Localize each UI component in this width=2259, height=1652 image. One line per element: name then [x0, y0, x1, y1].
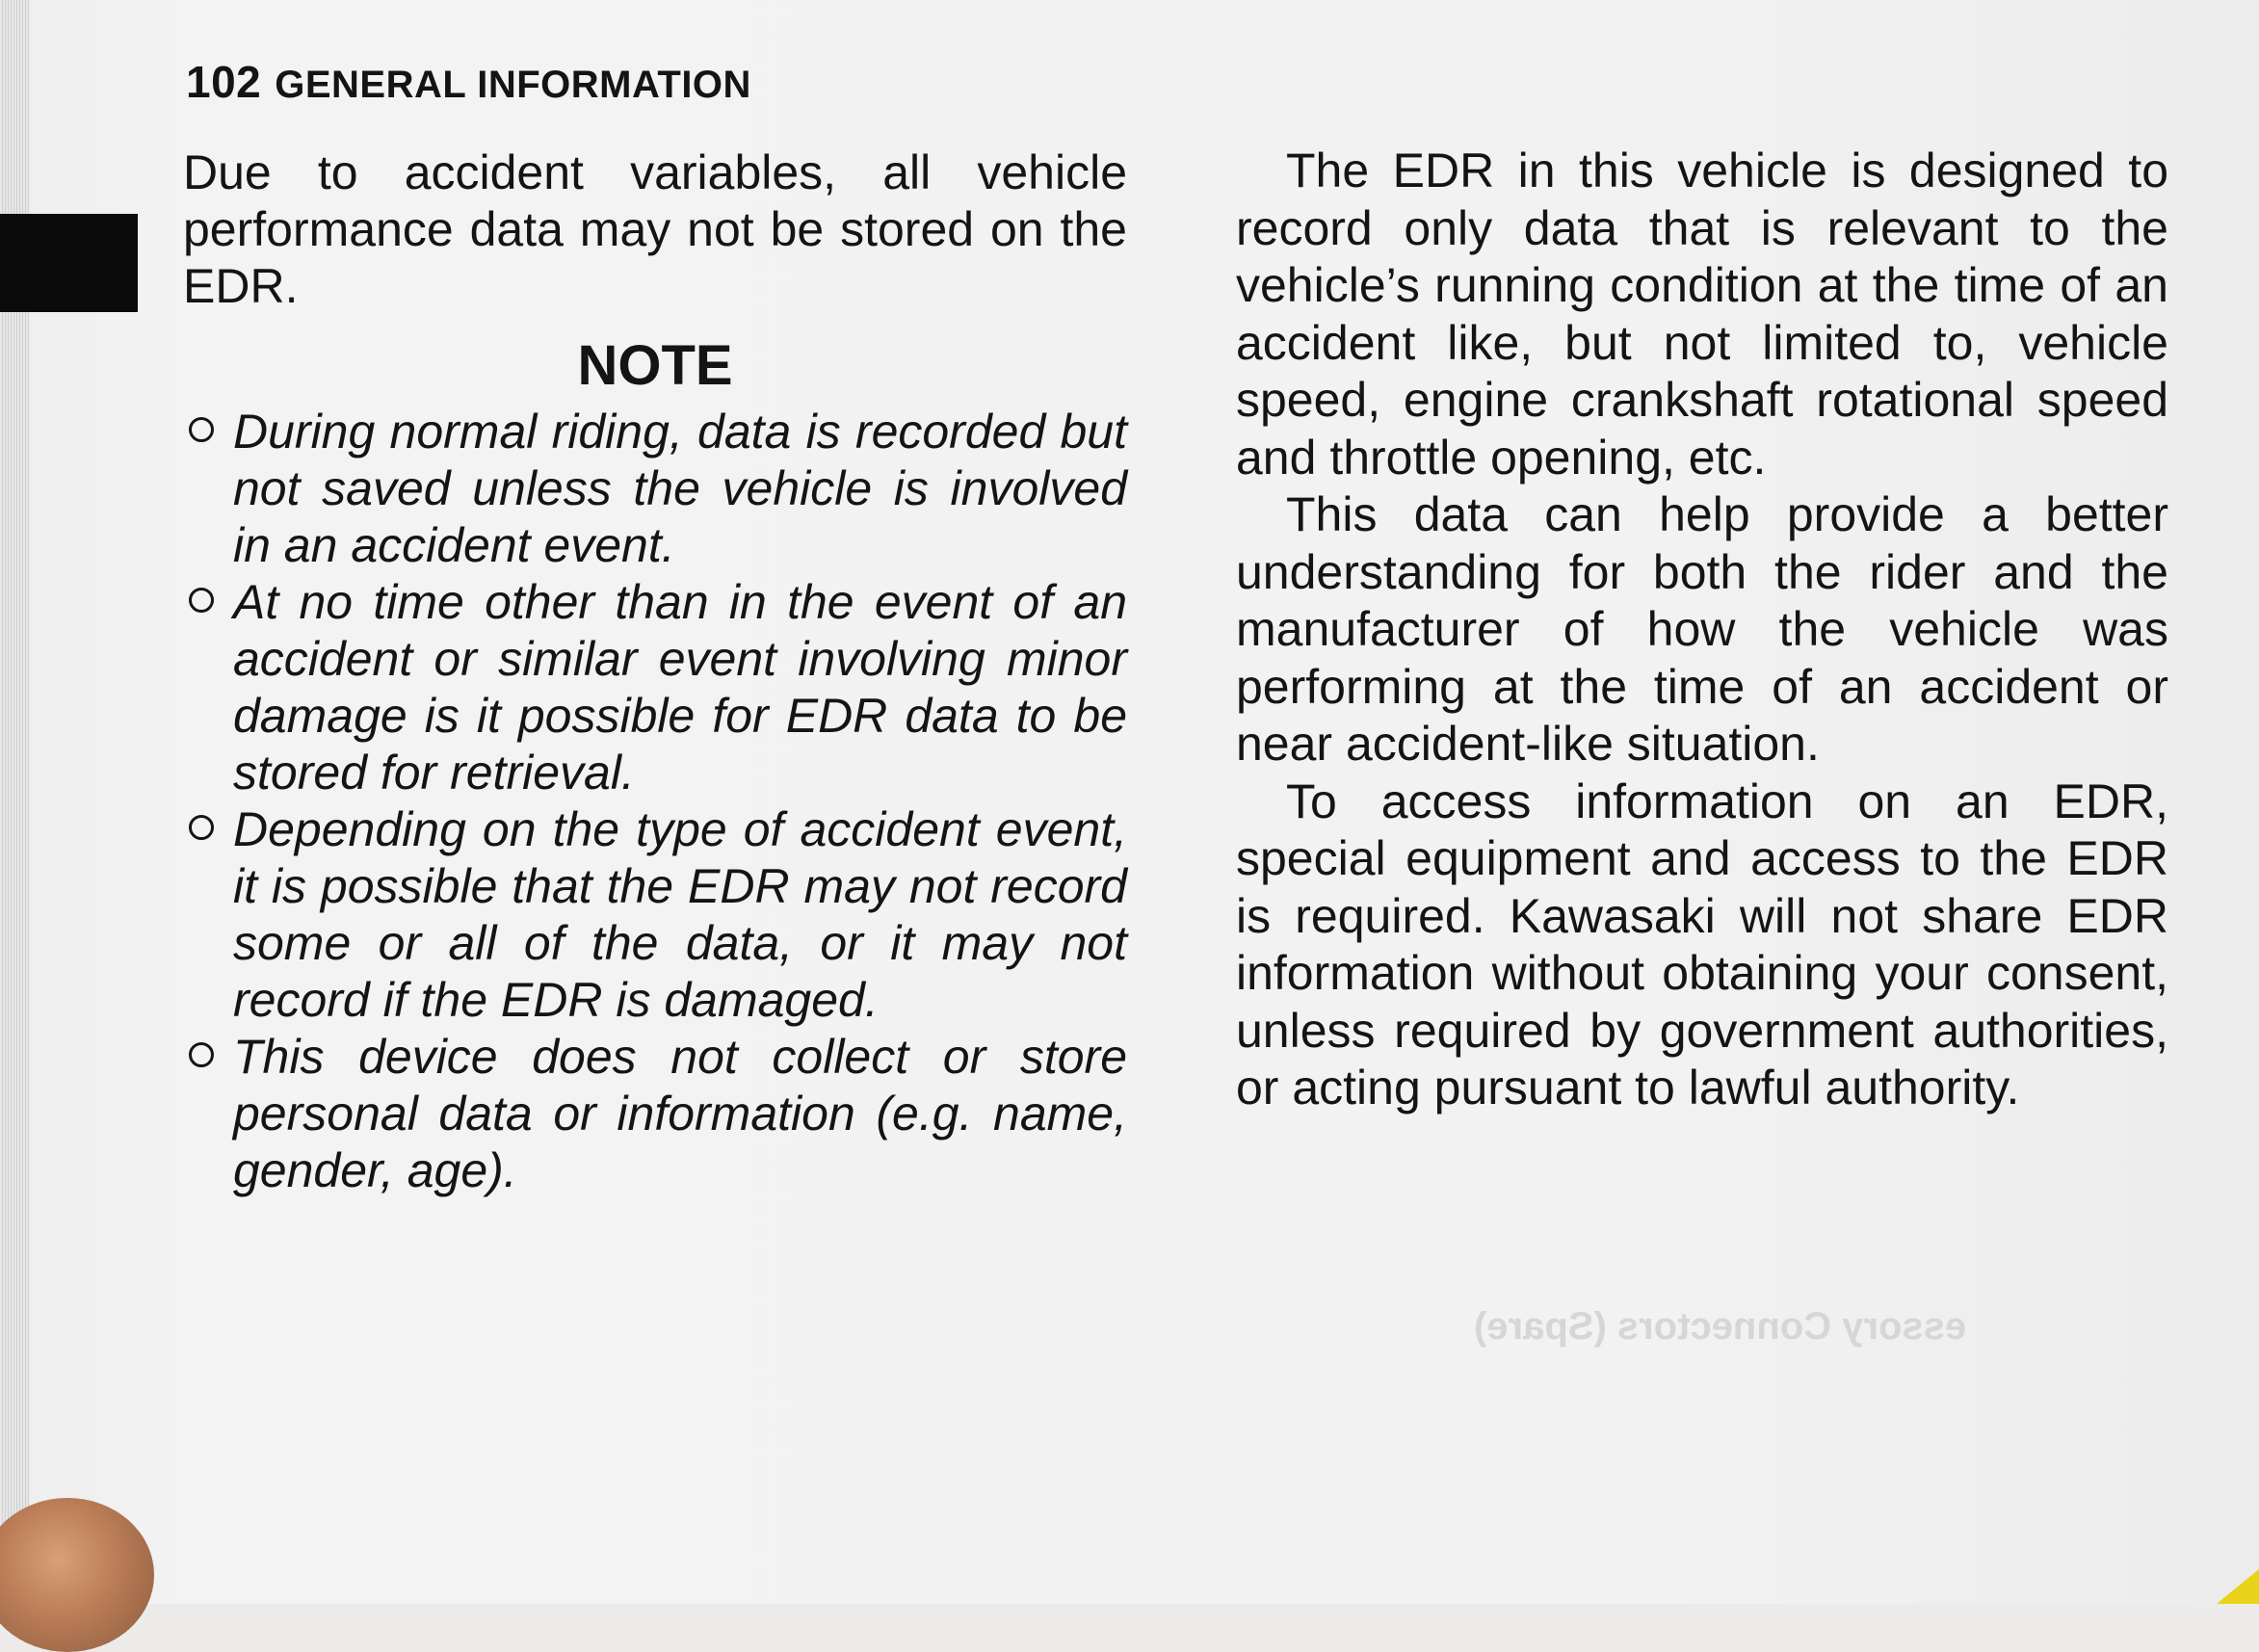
bullet-circle-icon [189, 815, 214, 840]
note-item [183, 574, 1127, 801]
section-title: GENERAL INFORMATION [275, 64, 751, 106]
note-text: At no time other than in the event of an accident or similar event involving minor damage is it possible for EDR data to be stored for retrieval. [233, 575, 1127, 800]
show-through-text: essory Connectors (Spare) [1474, 1305, 1967, 1348]
edr-paragraph: To access information on an EDR, special equipment and access to the EDR is required. Kawasaki will not share EDR information without obtaining your consent, unless required by government authorities, or acting pursuant to lawful authority. [1236, 774, 2168, 1114]
edr-paragraph: This data can help provide a better understanding for both the rider and the manufacturer of how the vehicle was performing at the time of an accident or near accident-like situation. [1236, 487, 2168, 771]
note-text: This device does not collect or store personal data or information (e.g. name, gender, age). [233, 1030, 1127, 1197]
bullet-circle-icon [189, 588, 214, 613]
note-item [183, 1029, 1127, 1199]
bullet-circle-icon [189, 1042, 214, 1067]
note-list [183, 404, 1127, 1199]
note-item [183, 801, 1127, 1029]
note-text: During normal riding, data is recorded but not saved unless the vehicle is involved in an accident event. [233, 405, 1127, 572]
intro-paragraph: Due to accident variables, all vehicle performance data may not be stored on the EDR. [183, 145, 1127, 313]
edr-paragraph: The EDR in this vehicle is designed to record only data that is relevant to the vehicle’s running condition at the time of an accident like, but not limited to, vehicle speed, engine crankshaft rotational speed and throttle opening, etc. [1236, 144, 2168, 485]
thumb [0, 1498, 154, 1652]
bullet-circle-icon [189, 417, 214, 442]
section-tab-marker [0, 214, 138, 312]
note-item [183, 404, 1127, 574]
note-heading: NOTE [577, 334, 733, 397]
left-column [183, 144, 1127, 1199]
note-text: Depending on the type of accident event, it is possible that the EDR may not record some or all of the data, or it may not record if the EDR is damaged. [233, 802, 1127, 1027]
right-column [1236, 143, 2168, 1117]
page-number: 102 [186, 57, 262, 107]
page-header [186, 56, 751, 108]
corner-sticker [2217, 1569, 2259, 1604]
